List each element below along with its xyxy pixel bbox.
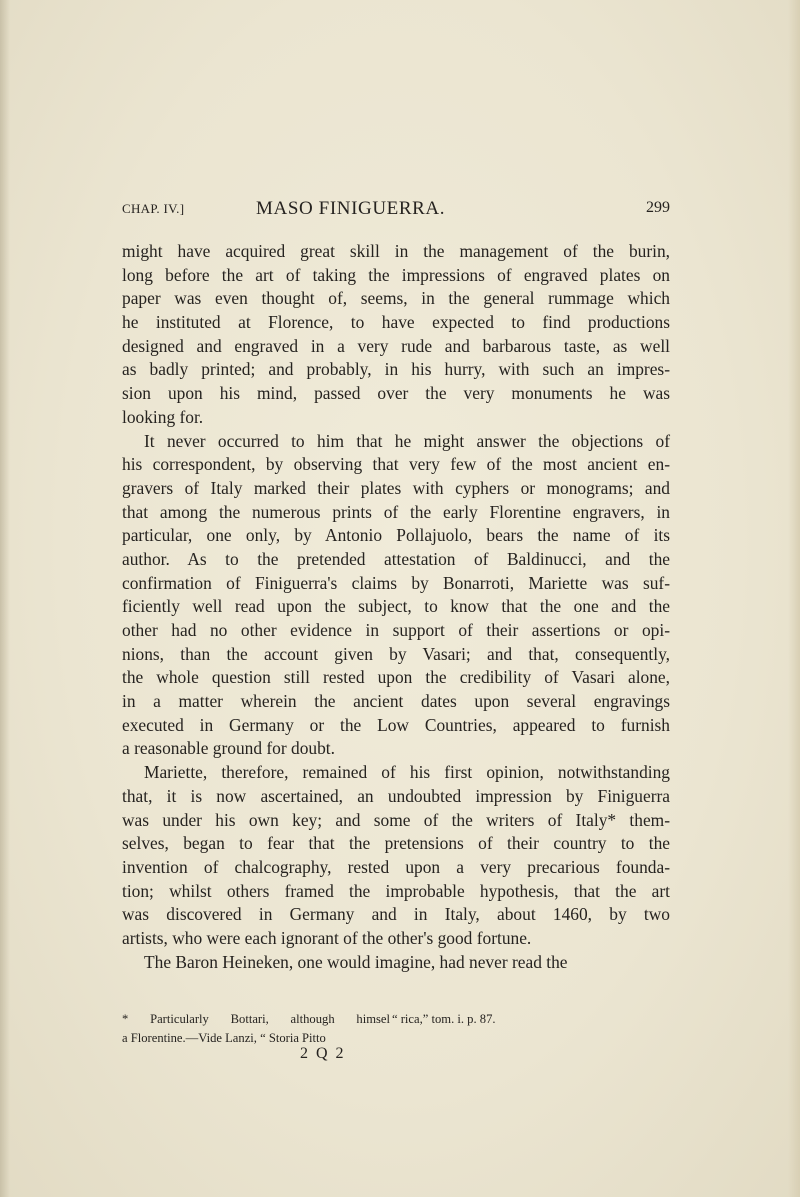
chapter-label: CHAP. IV.] <box>122 201 185 216</box>
text-line: that among the numerous prints of the early Florentine engravers, in <box>122 501 670 522</box>
running-header <box>122 198 670 224</box>
text-line: particular, one only, by Antonio Pollajuolo, bears the name of its <box>122 525 670 546</box>
footnote-line: “ rica,” tom. i. p. 87. <box>392 1012 496 1026</box>
text-line: gravers of Italy marked their plates with cyphers or monograms; and <box>122 477 670 498</box>
text-line: artists, who were each ignorant of the other's good fortune. <box>122 927 532 948</box>
text-line: in a matter wherein the ancient dates upon several engravings <box>122 691 670 712</box>
text-line: a reasonable ground for doubt. <box>122 738 335 759</box>
text-line: selves, began to fear that the pretensions of their country to the <box>122 833 670 854</box>
text-line: The Baron Heineken, one would imagine, had never read the <box>144 951 568 972</box>
text-line: tion; whilst others framed the improbable hypothesis, that the art <box>122 880 670 901</box>
text-line: the whole question still rested upon the credibility of Vasari alone, <box>122 667 670 688</box>
text-line: Mariette, therefore, remained of his first opinion, notwithstanding <box>144 762 670 783</box>
text-line: his correspondent, by observing that very few of the most ancient en- <box>122 454 670 475</box>
text-line: confirmation of Finiguerra's claims by Bonarroti, Mariette was suf- <box>122 572 670 593</box>
text-line: nions, than the account given by Vasari; and that, consequently, <box>122 643 670 664</box>
text-line: that, it is now ascertained, an undoubted impression by Finiguerra <box>122 785 670 806</box>
signature-mark: 2 Q 2 <box>300 1045 346 1062</box>
footnote-right-column <box>392 1010 672 1029</box>
body-text <box>122 240 670 974</box>
page-number: 299 <box>646 199 670 216</box>
text-line: ficiently well read upon the subject, to know that the one and the <box>122 596 670 617</box>
page-edge <box>788 0 800 1197</box>
text-line: was under his own key; and some of the writers of Italy* them- <box>122 809 670 830</box>
text-line: was discovered in Germany and in Italy, about 1460, by two <box>122 904 670 925</box>
text-line: It never occurred to him that he might answer the objections of <box>144 430 670 451</box>
text-line: invention of chalcography, rested upon a very precarious founda- <box>122 856 670 877</box>
text-line: author. As to the pretended attestation of Baldinucci, and the <box>122 548 670 569</box>
text-line: as badly printed; and probably, in his hurry, with such an impres- <box>122 359 670 380</box>
footnote-left-column <box>122 1010 390 1048</box>
text-line: might have acquired great skill in the management of the burin, <box>122 241 670 261</box>
footnote-line: a Florentine.—Vide Lanzi, “ Storia Pitto <box>122 1031 326 1045</box>
text-line: long before the art of taking the impressions of engraved plates on <box>122 264 670 285</box>
text-line: sion upon his mind, passed over the very monuments he was <box>122 383 670 404</box>
text-line: designed and engraved in a very rude and barbarous taste, as well <box>122 335 670 356</box>
binding-shadow <box>0 0 10 1197</box>
text-line: looking for. <box>122 406 204 427</box>
text-line: executed in Germany or the Low Countries, appeared to furnish <box>122 714 670 735</box>
text-line: he instituted at Florence, to have expected to find productions <box>122 312 670 333</box>
running-title: MASO FINIGUERRA. <box>256 198 446 219</box>
text-line: other had no other evidence in support of their assertions or opi- <box>122 620 670 640</box>
text-line: paper was even thought of, seems, in the general rummage which <box>122 288 670 309</box>
footnote-line: * Particularly Bottari, although himsel <box>122 1012 390 1026</box>
